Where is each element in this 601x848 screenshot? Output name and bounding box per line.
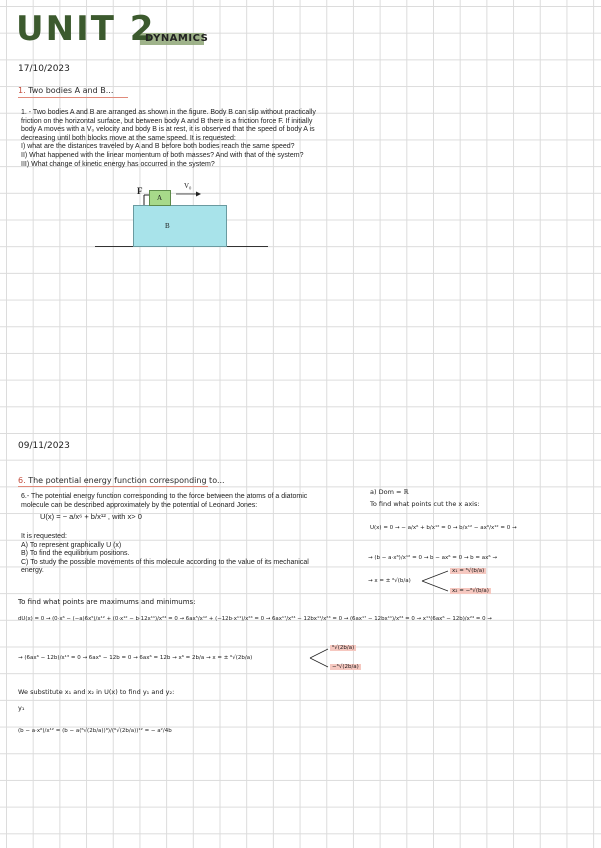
problem1-heading-text: Two bodies A and B... — [28, 86, 114, 95]
lennard-jones-formula: U(x) = − a/x⁶ + b/x¹² , with x> 0 — [40, 512, 142, 521]
problem1-heading — [18, 86, 113, 95]
velocity-label: V₀ — [184, 182, 192, 190]
requested-line: B) To find the equilibrium positions. — [21, 550, 130, 558]
substitute-label: y₁ — [18, 704, 25, 712]
extrema-title: To find what points are maximums and minimums: — [18, 598, 196, 606]
root-x1: x₁ = ⁶√(b/a) — [452, 568, 485, 574]
unit-subtitle: DYNAMICS — [145, 33, 209, 44]
date-2: 09/11/2023 — [18, 441, 70, 451]
problem6-heading — [18, 476, 225, 485]
problem6-heading-text: The potential energy function corresponding to... — [28, 476, 225, 485]
x-axis-step3: → x = ± ⁶√(b/a) — [368, 578, 411, 584]
x-axis-step2: → (b − a·x⁶)/x¹² = 0 → b − ax⁶ = 0 → b = ax⁶ → — [368, 555, 497, 561]
substitute-text: We substitute x₁ and x₂ in U(x) to find y₁ and y₂: — [18, 688, 175, 696]
problem6-line: molecule can be described approximately by the potential of Leonard Jones: — [21, 501, 258, 509]
block-b-label: B — [165, 222, 170, 230]
force-f-label: F — [137, 186, 143, 196]
extrema-branch-lines — [308, 645, 330, 671]
problem1-line: decreasing until both blocks move at the same speed. It is requested: — [21, 134, 236, 142]
substitute-equation: (b − a·x⁶)/x¹² = (b − a(⁶√(2b/a))⁶)/(⁶√(2b/a))¹² = − a²/4b — [18, 728, 172, 734]
extrema-solve: → (6ax⁶ − 12b)/x¹³ = 0 → 6ax⁶ − 12b = 0 → 6ax⁶ = 12b → x⁶ = 2b/a → x = ± ⁶√(2b/a) — [18, 655, 253, 661]
x-axis-step1: U(x) = 0 → − a/x⁶ + b/x¹² = 0 → b/x¹² − ax⁶/x¹² = 0 → — [370, 525, 517, 531]
requested-line: A) To represent graphically U (x) — [21, 541, 122, 549]
requested-line: It is requested: — [21, 533, 67, 540]
block-a-label: A — [157, 194, 163, 202]
problem6-statement — [21, 493, 366, 510]
requested-line: C) To study the possible movements of this molecule according to the value of its mechanical — [21, 558, 309, 566]
problem1-line: I) what are the distances traveled by A and B before both bodies reach the same speed? — [21, 143, 295, 151]
problem6-heading-num: 6. — [18, 476, 26, 485]
domain-note: a) Dom = ℝ — [370, 488, 409, 496]
block-b — [133, 205, 227, 247]
problem1-line: friction on the horizontal surface, but between body A and B there is a friction force F. If initially — [21, 117, 313, 125]
date-1: 17/10/2023 — [18, 64, 70, 74]
force-arrow-icon — [144, 195, 149, 205]
problem1-line: II) What happened with the linear momentum of both masses? And with that of the system? — [21, 151, 304, 159]
problem6-line: 6.- The potential energy function corresponding to the force between the atoms of a diatomic — [21, 493, 308, 500]
problem1-underline — [18, 97, 128, 98]
velocity-arrow-icon — [176, 192, 201, 197]
problem1-heading-num: 1. — [18, 86, 26, 95]
problem1-statement — [21, 109, 361, 169]
unit-title: UNIT 2 — [16, 9, 156, 49]
problem1-line: body A moves with a V₀ velocity and body B is at rest, it is observed that the speed of body A is — [21, 126, 315, 134]
problem1-line: III) What change of kinetic energy has occurred in the system? — [21, 160, 215, 168]
derivative-equation: dU(x) = 0 → (0·x⁶ − (−a)6x⁵)/x¹² + (0·x¹² − b·12x¹¹)/x²⁴ = 0 → 6ax⁵/x¹² + (−12b·x¹¹)/x²⁴ = 0 → 6ax¹⁷/x²⁴ − 12bx¹¹/x²⁴ = 0 → (6ax¹⁷ − 12bx¹¹)/x²⁴ = 0 → x¹¹(6ax⁶ − 12b)/x²⁴ = 0 → — [18, 616, 492, 622]
extremum-r1: ⁶√(2b/a) — [332, 645, 355, 651]
branch-lines — [420, 568, 450, 594]
extremum-r2: −⁶√(2b/a) — [332, 664, 359, 670]
problem6-requested — [21, 533, 366, 576]
problem1-line: 1. - Two bodies A and B are arranged as shown in the figure. Body B can slip without practically — [21, 109, 316, 116]
x-axis-cut-title: To find what points cut the x axis: — [370, 500, 480, 508]
figure-arrows — [130, 185, 230, 205]
root-x2: x₂ = −⁶√(b/a) — [452, 588, 489, 594]
requested-line: energy. — [21, 567, 44, 575]
problem6-underline — [18, 486, 208, 487]
